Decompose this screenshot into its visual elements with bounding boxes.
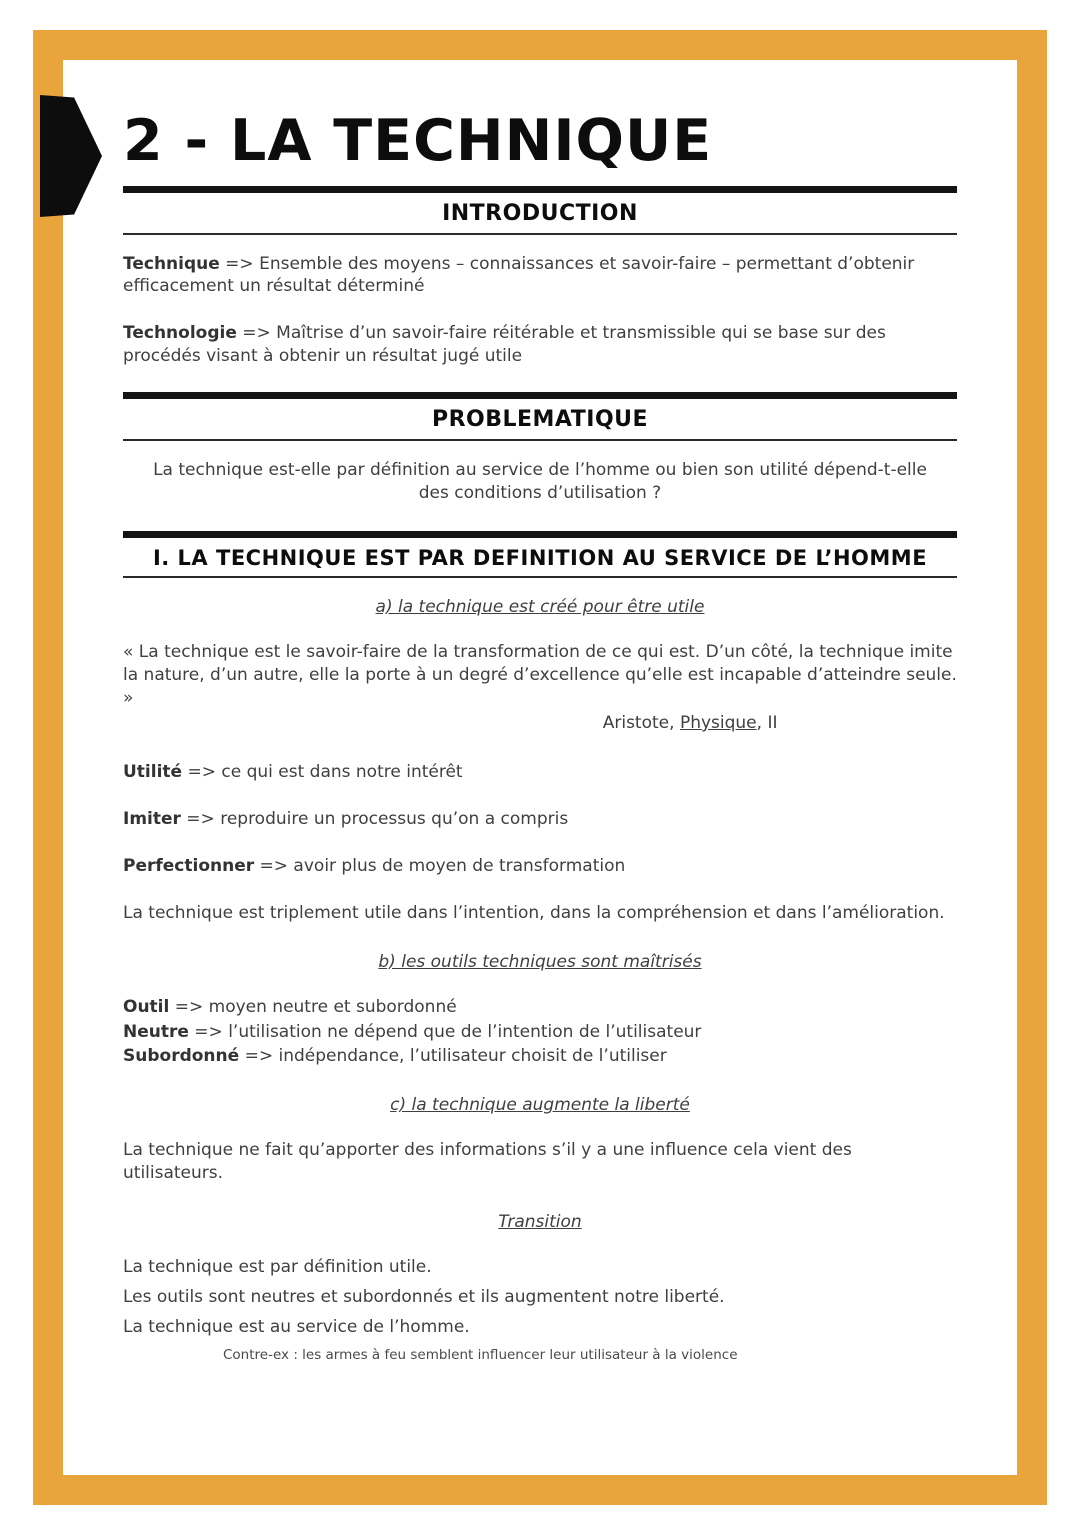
definition-technique <box>123 253 957 299</box>
sub-heading-a: a) la technique est créé pour être utile <box>375 597 705 618</box>
term-label: Utilité <box>123 761 183 782</box>
section-a-conclusion: La technique est triplement utile dans l’intention, dans la compréhension et dans l’amélioration. <box>123 902 945 923</box>
divider-thin <box>123 439 957 441</box>
page-content <box>63 60 1017 1364</box>
transition-line: Les outils sont neutres et subordonnés et ils augmentent notre liberté. <box>123 1287 725 1308</box>
divider-thick <box>123 531 957 538</box>
definition-text: => reproduire un processus qu’on a compris <box>180 808 569 829</box>
attribution-suffix: , II <box>756 712 778 733</box>
page-border-frame <box>33 30 1047 1505</box>
definition-text: => moyen neutre et subordonné <box>169 996 457 1017</box>
definition-neutre <box>123 1021 957 1044</box>
definition-technologie <box>123 322 957 368</box>
term-label: Subordonné <box>123 1046 240 1067</box>
quote-attribution <box>123 712 957 735</box>
sub-heading-transition: Transition <box>498 1212 582 1233</box>
term-label: Technologie <box>123 323 237 344</box>
term-label: Outil <box>123 996 170 1017</box>
spacer <box>123 1070 957 1088</box>
transition-line: La technique est par définition utile. <box>123 1257 432 1278</box>
outil-definition-block <box>123 996 957 1069</box>
divider-thick <box>123 392 957 399</box>
definition-text: => l’utilisation ne dépend que de l’intention de l’utilisateur <box>188 1021 702 1042</box>
counter-example-note: Contre-ex : les armes à feu semblent influencer leur utilisateur à la violence <box>223 1346 738 1363</box>
term-label: Technique <box>123 253 220 274</box>
aristotle-quote: « La technique est le savoir-faire de la transformation de ce qui est. D’un côté, la technique imite la nature, d’un autre, elle la porte à un degré d’excellence qu’elle est incapable d’atteindre seule. » <box>123 642 957 708</box>
definition-text: => Ensemble des moyens – connaissances et savoir-faire – permettant d’obtenir efficacement un résultat déterminé <box>123 253 915 297</box>
definition-text: => ce qui est dans notre intérêt <box>182 761 463 782</box>
page-title: 2 - LA TECHNIQUE <box>123 108 713 174</box>
definition-text: => Maîtrise d’un savoir-faire réitérable et transmissible qui se base sur des procédés visant à obtenir un résultat jugé utile <box>123 323 886 367</box>
term-label: Perfectionner <box>123 855 255 876</box>
definition-perfectionner <box>123 855 957 878</box>
definition-imiter <box>123 808 957 831</box>
divider-thick <box>123 186 957 193</box>
definition-utilite <box>123 761 957 784</box>
problematique-question: La technique est-elle par définition au service de l’homme ou bien son utilité dépend-t-elle des conditions d’utilisation ? <box>153 459 927 503</box>
attribution-author: Aristote, <box>602 712 680 733</box>
section-heading-problematique: PROBLEMATIQUE <box>431 407 649 433</box>
term-label: Neutre <box>123 1021 189 1042</box>
attribution-work-title: Physique <box>679 712 757 733</box>
definition-subordonne <box>123 1045 957 1068</box>
definition-text: => indépendance, l’utilisateur choisit de l’utiliser <box>239 1046 667 1067</box>
divider-thin <box>123 233 957 235</box>
section-c-text: La technique ne fait qu’apporter des informations s’il y a une influence cela vient des utilisateurs. <box>123 1140 852 1184</box>
sub-heading-c: c) la technique augmente la liberté <box>390 1095 690 1116</box>
section-heading-part1: I. LA TECHNIQUE EST PAR DEFINITION AU SERVICE DE L’HOMME <box>152 545 928 570</box>
divider-thin <box>123 576 957 578</box>
definition-text: => avoir plus de moyen de transformation <box>254 855 626 876</box>
transition-line: La technique est au service de l’homme. <box>123 1317 470 1337</box>
term-label: Imiter <box>123 808 181 829</box>
section-heading-introduction: INTRODUCTION <box>442 200 638 226</box>
sub-heading-b: b) les outils techniques sont maîtrisés <box>378 951 702 972</box>
definition-outil <box>123 996 957 1019</box>
